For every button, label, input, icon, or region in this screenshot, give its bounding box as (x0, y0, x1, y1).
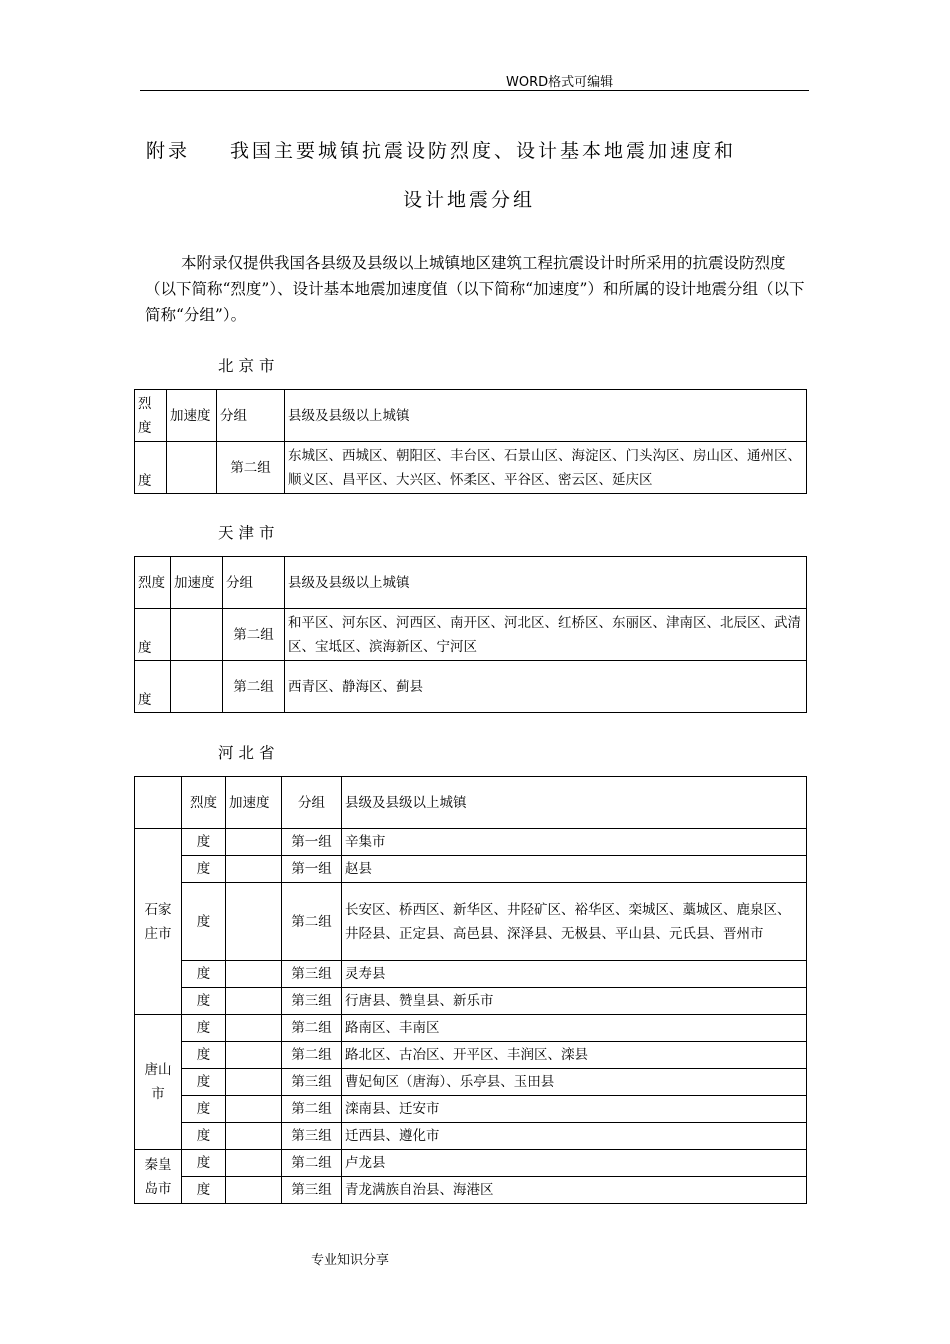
cell-intensity: 度 (182, 829, 226, 856)
cell-group: 第二组 (282, 1015, 342, 1042)
cell-group: 第二组 (223, 661, 285, 713)
table-row (135, 961, 807, 988)
cell-intensity: 度 (182, 1042, 226, 1069)
table-header-row (135, 777, 807, 829)
table-beijing (134, 389, 807, 494)
cell-towns: 辛集市 (342, 829, 807, 856)
col-group: 分组 (223, 557, 285, 609)
table-row (135, 1177, 807, 1204)
col-intensity: 烈度 (135, 557, 171, 609)
cell-towns: 和平区、河东区、河西区、南开区、河北区、红桥区、东丽区、津南区、北辰区、武清区、宝坻区、滨海新区、宁河区 (285, 609, 807, 661)
cell-towns: 迁西县、遵化市 (342, 1123, 807, 1150)
table-row (135, 1015, 807, 1042)
cell-acceleration (226, 856, 282, 883)
cell-towns: 东城区、西城区、朝阳区、丰台区、石景山区、海淀区、门头沟区、房山区、通州区、顺义区、昌平区、大兴区、怀柔区、平谷区、密云区、延庆区 (285, 442, 807, 494)
cell-group: 第一组 (282, 856, 342, 883)
cell-acceleration (226, 1123, 282, 1150)
cell-acceleration (226, 1069, 282, 1096)
table-row (135, 442, 807, 494)
cell-group: 第三组 (282, 988, 342, 1015)
cell-intensity: 度 (135, 442, 167, 494)
table-row (135, 856, 807, 883)
cell-intensity: 度 (135, 609, 171, 661)
col-intensity: 烈度 (135, 390, 167, 442)
table-row (135, 988, 807, 1015)
col-acceleration: 加速度 (171, 557, 223, 609)
cell-towns: 路北区、古冶区、开平区、丰润区、滦县 (342, 1042, 807, 1069)
cell-intensity: 度 (182, 961, 226, 988)
cell-intensity: 度 (182, 1150, 226, 1177)
city-tangshan: 唐山市 (135, 1015, 182, 1150)
col-towns: 县级及县级以上城镇 (342, 777, 807, 829)
col-intensity: 烈度 (182, 777, 226, 829)
table-row (135, 1123, 807, 1150)
table-row (135, 883, 807, 961)
cell-towns: 卢龙县 (342, 1150, 807, 1177)
cell-intensity: 度 (182, 1096, 226, 1123)
intro-paragraph (145, 250, 811, 328)
table-row (135, 1096, 807, 1123)
cell-group: 第三组 (282, 961, 342, 988)
table-row (135, 1042, 807, 1069)
city-qinhuangdao: 秦皇岛市 (135, 1150, 182, 1204)
cell-towns: 长安区、桥西区、新华区、井陉矿区、裕华区、栾城区、藁城区、鹿泉区、井陉县、正定县、高邑县、深泽县、无极县、平山县、元氏县、晋州市 (342, 883, 807, 961)
section-title-tianjin: 天津市 (218, 524, 280, 542)
col-city (135, 777, 182, 829)
cell-acceleration (226, 1096, 282, 1123)
table-row (135, 609, 807, 661)
col-group: 分组 (282, 777, 342, 829)
table-row (135, 1150, 807, 1177)
cell-group: 第三组 (282, 1069, 342, 1096)
page-footer: 专业知识分享 (311, 1253, 390, 1268)
cell-intensity: 度 (182, 988, 226, 1015)
table-tianjin (134, 556, 807, 713)
cell-group: 第一组 (282, 829, 342, 856)
header-text: WORD格式可编辑 (506, 75, 614, 90)
table-row (135, 1069, 807, 1096)
page-header (140, 70, 809, 91)
table-row (135, 661, 807, 713)
intro-text: 本附录仅提供我国各县级及县级以上城镇地区建筑工程抗震设计时所采用的抗震设防烈度（以下简称“烈度”）、设计基本地震加速度值（以下简称“加速度”）和所属的设计地震分组（以下简称“分组”）。 (145, 254, 805, 324)
cell-group: 第三组 (282, 1177, 342, 1204)
cell-intensity: 度 (182, 856, 226, 883)
section-title-hebei: 河北省 (218, 744, 280, 762)
cell-group: 第三组 (282, 1123, 342, 1150)
cell-towns: 赵县 (342, 856, 807, 883)
appendix-title-line1 (146, 136, 736, 163)
cell-intensity: 度 (182, 1015, 226, 1042)
cell-acceleration (226, 1150, 282, 1177)
cell-towns: 路南区、丰南区 (342, 1015, 807, 1042)
table-hebei (134, 776, 807, 1204)
cell-acceleration (226, 1177, 282, 1204)
cell-towns: 灵寿县 (342, 961, 807, 988)
table-row (135, 829, 807, 856)
appendix-title-line2: 设计地震分组 (403, 189, 536, 211)
cell-group: 第二组 (282, 1096, 342, 1123)
city-shijiazhuang: 石家庄市 (135, 829, 182, 1015)
cell-acceleration (226, 829, 282, 856)
col-acceleration: 加速度 (226, 777, 282, 829)
col-group: 分组 (217, 390, 285, 442)
title-text-line1: 我国主要城镇抗震设防烈度、设计基本地震加速度和 (230, 140, 737, 162)
col-acceleration: 加速度 (167, 390, 217, 442)
appendix-label: 附录 (146, 140, 191, 162)
cell-intensity: 度 (135, 661, 171, 713)
cell-group: 第二组 (282, 1150, 342, 1177)
cell-towns: 青龙满族自治县、海港区 (342, 1177, 807, 1204)
cell-acceleration (226, 1042, 282, 1069)
cell-intensity: 度 (182, 1177, 226, 1204)
cell-acceleration (226, 988, 282, 1015)
cell-acceleration (167, 442, 217, 494)
col-towns: 县级及县级以上城镇 (285, 557, 807, 609)
cell-group: 第二组 (282, 883, 342, 961)
cell-acceleration (226, 883, 282, 961)
cell-acceleration (226, 1015, 282, 1042)
cell-towns: 曹妃甸区（唐海）、乐亭县、玉田县 (342, 1069, 807, 1096)
cell-intensity: 度 (182, 883, 226, 961)
cell-group: 第二组 (223, 609, 285, 661)
cell-acceleration (226, 961, 282, 988)
cell-acceleration (171, 661, 223, 713)
cell-towns: 西青区、静海区、蓟县 (285, 661, 807, 713)
cell-group: 第二组 (282, 1042, 342, 1069)
table-header-row (135, 390, 807, 442)
col-towns: 县级及县级以上城镇 (285, 390, 807, 442)
cell-intensity: 度 (182, 1069, 226, 1096)
table-header-row (135, 557, 807, 609)
cell-group: 第二组 (217, 442, 285, 494)
cell-intensity: 度 (182, 1123, 226, 1150)
cell-acceleration (171, 609, 223, 661)
section-title-beijing: 北京市 (218, 357, 280, 375)
cell-towns: 行唐县、赞皇县、新乐市 (342, 988, 807, 1015)
cell-towns: 滦南县、迁安市 (342, 1096, 807, 1123)
